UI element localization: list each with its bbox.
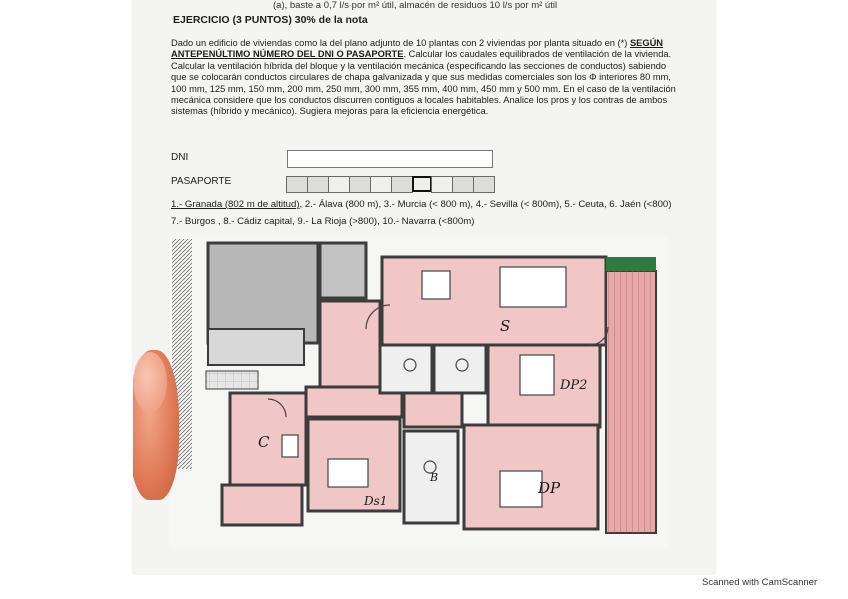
tiled-strip xyxy=(206,371,258,389)
handwritten-DP2: DP2 xyxy=(560,378,588,393)
digit-box xyxy=(307,176,329,193)
previous-exercise-line: (a), baste a 0,7 l/s por m² útil, almacén de residuos 10 l/s por m² útil xyxy=(273,0,558,11)
handwritten-B: B xyxy=(430,471,439,484)
digit-box xyxy=(286,176,308,193)
exercise-statement xyxy=(171,38,683,118)
cities-rest: , 2.- Álava (800 m), 3.- Murcia (< 800 m), 4.- Sevilla (< 800m), 5.- Ceuta, 6. Jaén (<800) xyxy=(299,199,672,210)
bed-dp xyxy=(500,471,542,507)
elevator xyxy=(320,243,366,298)
handwritten-DP: DP xyxy=(538,479,561,497)
dining-table xyxy=(422,271,450,299)
kitchen-table xyxy=(282,435,298,457)
city-list xyxy=(171,196,711,230)
bathroom-2 xyxy=(434,345,486,393)
digit-box xyxy=(349,176,371,193)
cities-line-2: 7.- Burgos , 8.- Cádiz capital, 9.- La Rioja (>800), 10.- Navarra (<800m) xyxy=(171,216,475,227)
thumbnail-highlight xyxy=(133,352,167,412)
passport-label: PASAPORTE xyxy=(171,176,232,187)
camscanner-watermark: Scanned with CamScanner xyxy=(702,577,818,588)
digit-box xyxy=(391,176,413,193)
living-room-S xyxy=(382,257,606,345)
statement-end: . Calcular los caudales equilibrados de ventilación de la vivienda. Calcular la ventilación híbrida del bloque y la ventilación mecánica (especificando las secciones de conductos) sabiendo que se colocarán conductos circulares de chapa galvanizada y que sus medidas comerciales son los Φ interiores 80 mm, 100 mm, 125 mm, 150 mm, 200 mm, 250 mm, 300 mm, 355 mm, 400 mm, 450 mm y 500 mm. En el caso de la ventilación mecánica considere que los conductos discurren contiguos a locales habitables. Analice los pros y los contras de ambos sistemas (híbrido y mecánico). Sugiera mejoras para la eficiencia energética. xyxy=(171,49,676,117)
digit-box xyxy=(328,176,350,193)
bed-ds1 xyxy=(328,459,368,487)
city-granada: 1.- Granada (802 m de altitud) xyxy=(171,199,300,210)
handwritten-C: C xyxy=(258,433,270,451)
statement-start: Dado un edificio de viviendas como la del plano adjunto de 10 plantas con 2 viviendas por planta situado en (*) xyxy=(171,38,630,48)
bed-dp2 xyxy=(520,355,554,395)
dni-field xyxy=(287,150,493,168)
digit-box xyxy=(370,176,392,193)
landing xyxy=(208,329,304,365)
terrace-planks xyxy=(606,271,656,533)
digit-box xyxy=(473,176,495,193)
scanned-page xyxy=(133,0,715,574)
laundry xyxy=(222,485,302,525)
dni-label: DNI xyxy=(171,152,189,163)
handwritten-Ds1: Ds1 xyxy=(364,494,388,508)
handwritten-S: S xyxy=(500,317,511,335)
digit-box-highlighted xyxy=(412,176,432,192)
digit-box xyxy=(431,176,453,193)
digit-box xyxy=(452,176,474,193)
passport-digit-boxes xyxy=(286,176,494,193)
exercise-heading: EJERCICIO (3 PUNTOS) 30% de la nota xyxy=(173,14,368,26)
planter xyxy=(606,257,656,271)
floor-plan xyxy=(170,237,668,549)
sofa xyxy=(500,267,566,307)
statement-bold: SEGÚN ANTEPENÚLTIMO NÚMERO DEL DNI O PASAPORTE xyxy=(171,38,664,60)
